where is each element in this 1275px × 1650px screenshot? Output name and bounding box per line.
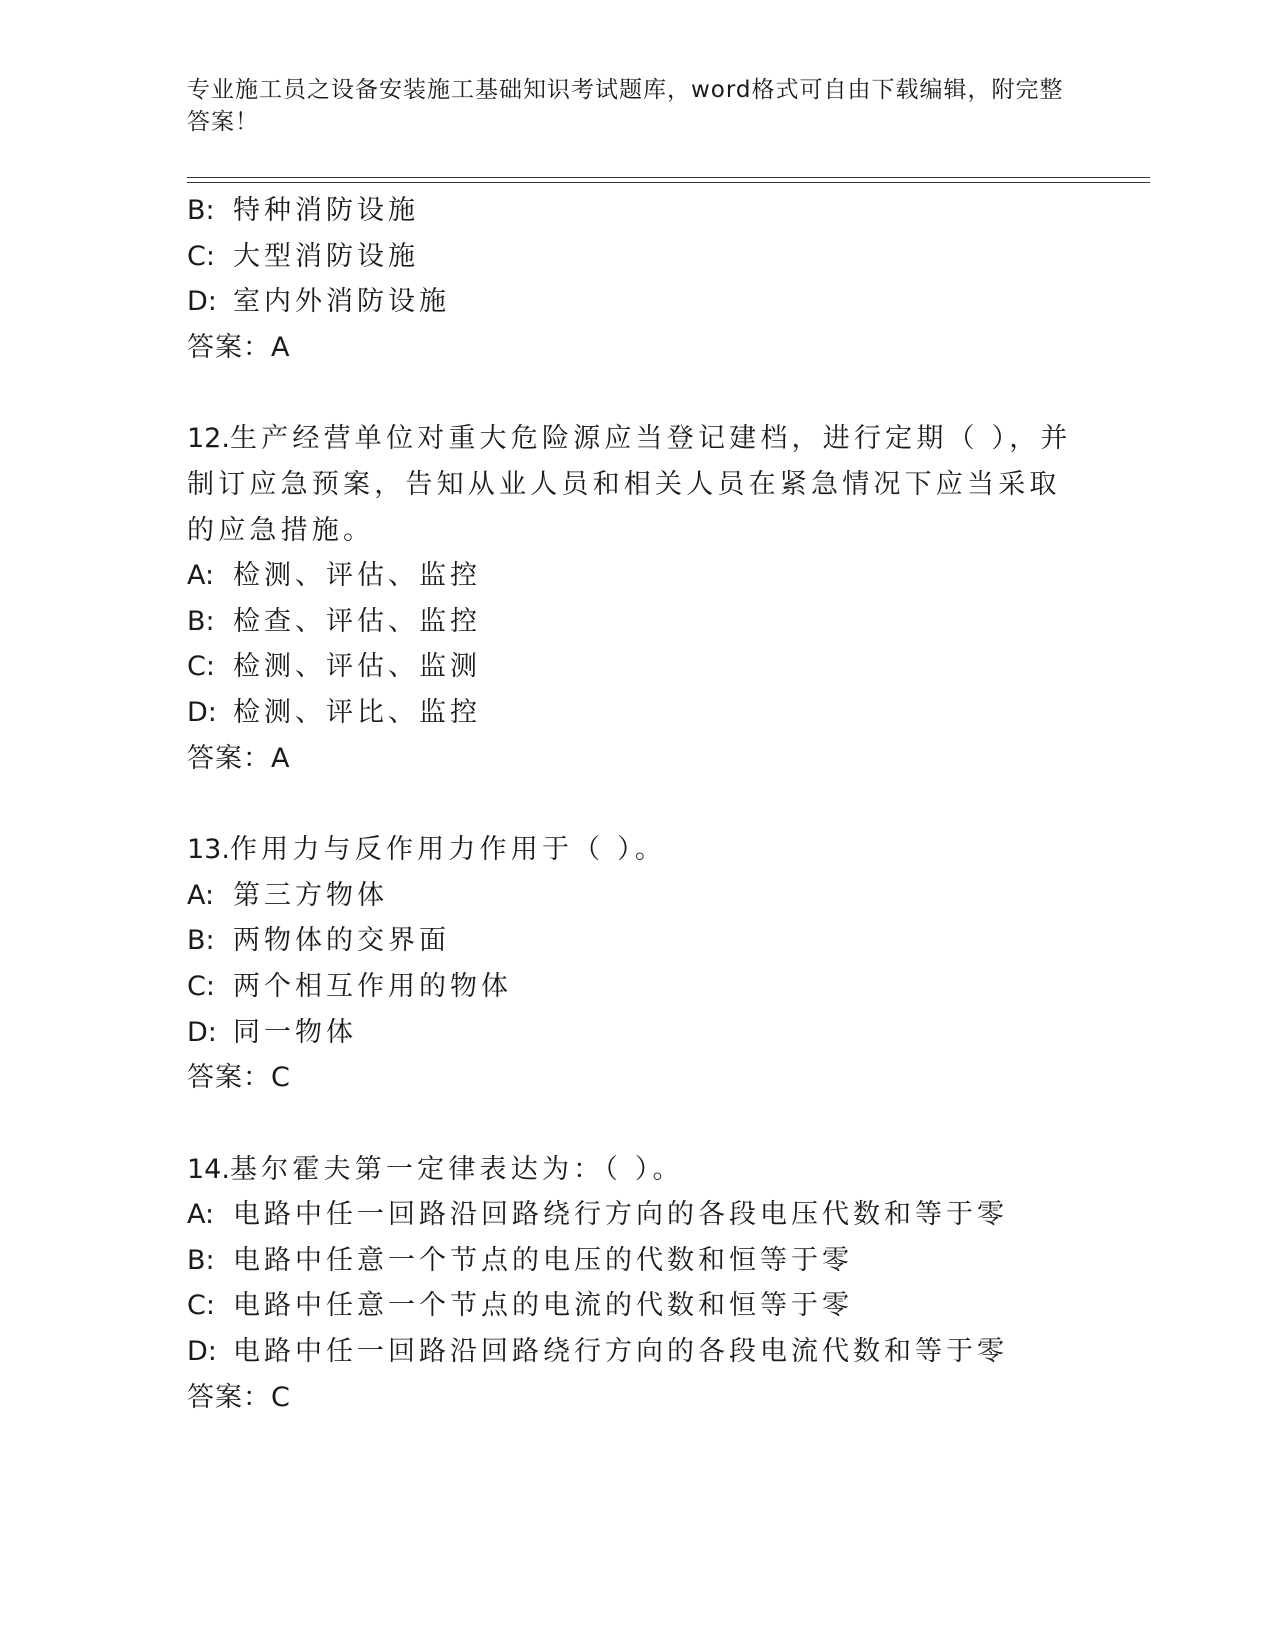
question-stem xyxy=(187,1147,1087,1193)
option-text: 室内外消防设施 xyxy=(233,286,450,318)
option-label: D: xyxy=(187,696,217,728)
question-list xyxy=(187,188,1087,1420)
document-header-title: 专业施工员之设备安装施工基础知识考试题库，word格式可自由下载编辑，附完整答案！ xyxy=(187,77,1064,135)
header-divider-thick xyxy=(187,177,1150,178)
option-label: C: xyxy=(187,240,215,272)
option-c xyxy=(187,644,1087,690)
option-c xyxy=(187,1283,1087,1329)
option-b xyxy=(187,1238,1087,1284)
option-label: D: xyxy=(187,1016,217,1048)
question-stem xyxy=(187,827,1087,873)
answer-label: 答案： xyxy=(187,742,271,774)
answer-label: 答案： xyxy=(187,331,271,363)
question-14 xyxy=(187,1147,1087,1421)
answer-value: A xyxy=(271,331,290,363)
option-text: 电路中任意一个节点的电压的代数和恒等于零 xyxy=(233,1244,853,1276)
question-11-continued xyxy=(187,188,1087,370)
option-label: A: xyxy=(187,1199,215,1231)
option-text: 检测、评估、监测 xyxy=(233,651,481,683)
option-label: C: xyxy=(187,970,215,1002)
answer-line xyxy=(187,1375,1087,1421)
option-label: B: xyxy=(187,1244,215,1276)
question-number: 12. xyxy=(187,423,230,455)
option-a xyxy=(187,873,1087,919)
answer-value: A xyxy=(271,742,290,774)
answer-line xyxy=(187,736,1087,782)
answer-line xyxy=(187,1055,1087,1101)
question-text: 生产经营单位对重大危险源应当登记建档，进行定期（ ），并制订应急预案，告知从业人员和相关人员在紧急情况下应当采取的应急措施。 xyxy=(187,423,1072,546)
option-d xyxy=(187,1010,1087,1056)
answer-label: 答案： xyxy=(187,1381,271,1413)
option-c xyxy=(187,234,1087,280)
option-text: 同一物体 xyxy=(233,1016,357,1048)
question-text: 基尔霍夫第一定律表达为：（ ）。 xyxy=(229,1153,684,1185)
question-12 xyxy=(187,416,1087,781)
option-c xyxy=(187,964,1087,1010)
option-text: 检查、评估、监控 xyxy=(233,605,481,637)
option-text: 特种消防设施 xyxy=(233,195,419,226)
option-text: 电路中任意一个节点的电流的代数和恒等于零 xyxy=(233,1290,853,1322)
option-text: 两个相互作用的物体 xyxy=(233,970,512,1002)
option-b xyxy=(187,599,1087,645)
question-number: 13. xyxy=(187,834,230,866)
option-text: 检测、评估、监控 xyxy=(233,560,481,592)
option-text: 电路中任一回路沿回路绕行方向的各段电流代数和等于零 xyxy=(233,1336,1008,1368)
option-label: C: xyxy=(187,651,215,683)
option-text: 检测、评比、监控 xyxy=(233,696,481,728)
answer-value: C xyxy=(271,1381,290,1413)
option-b xyxy=(187,188,1087,234)
option-d xyxy=(187,690,1087,736)
option-label: A: xyxy=(187,560,215,592)
option-label: D: xyxy=(187,1336,217,1368)
question-stem xyxy=(187,416,1087,553)
option-text: 第三方物体 xyxy=(233,879,388,911)
option-b xyxy=(187,918,1087,964)
option-text: 两物体的交界面 xyxy=(233,925,450,957)
question-13 xyxy=(187,827,1087,1101)
option-label: C: xyxy=(187,1290,215,1322)
option-label: D: xyxy=(187,286,217,318)
option-a xyxy=(187,553,1087,599)
option-d xyxy=(187,279,1087,325)
question-text: 作用力与反作用力作用于（ ）。 xyxy=(229,834,667,866)
answer-value: C xyxy=(271,1062,290,1094)
option-label: B: xyxy=(187,925,215,957)
answer-line xyxy=(187,325,1087,371)
option-text: 大型消防设施 xyxy=(233,240,419,272)
option-text: 电路中任一回路沿回路绕行方向的各段电压代数和等于零 xyxy=(233,1199,1008,1231)
option-label: B: xyxy=(187,195,215,226)
question-number: 14. xyxy=(187,1153,230,1185)
option-label: A: xyxy=(187,879,215,911)
header-divider-thin xyxy=(187,182,1150,183)
option-a xyxy=(187,1192,1087,1238)
option-label: B: xyxy=(187,605,215,637)
option-d xyxy=(187,1329,1087,1375)
answer-label: 答案： xyxy=(187,1062,271,1094)
